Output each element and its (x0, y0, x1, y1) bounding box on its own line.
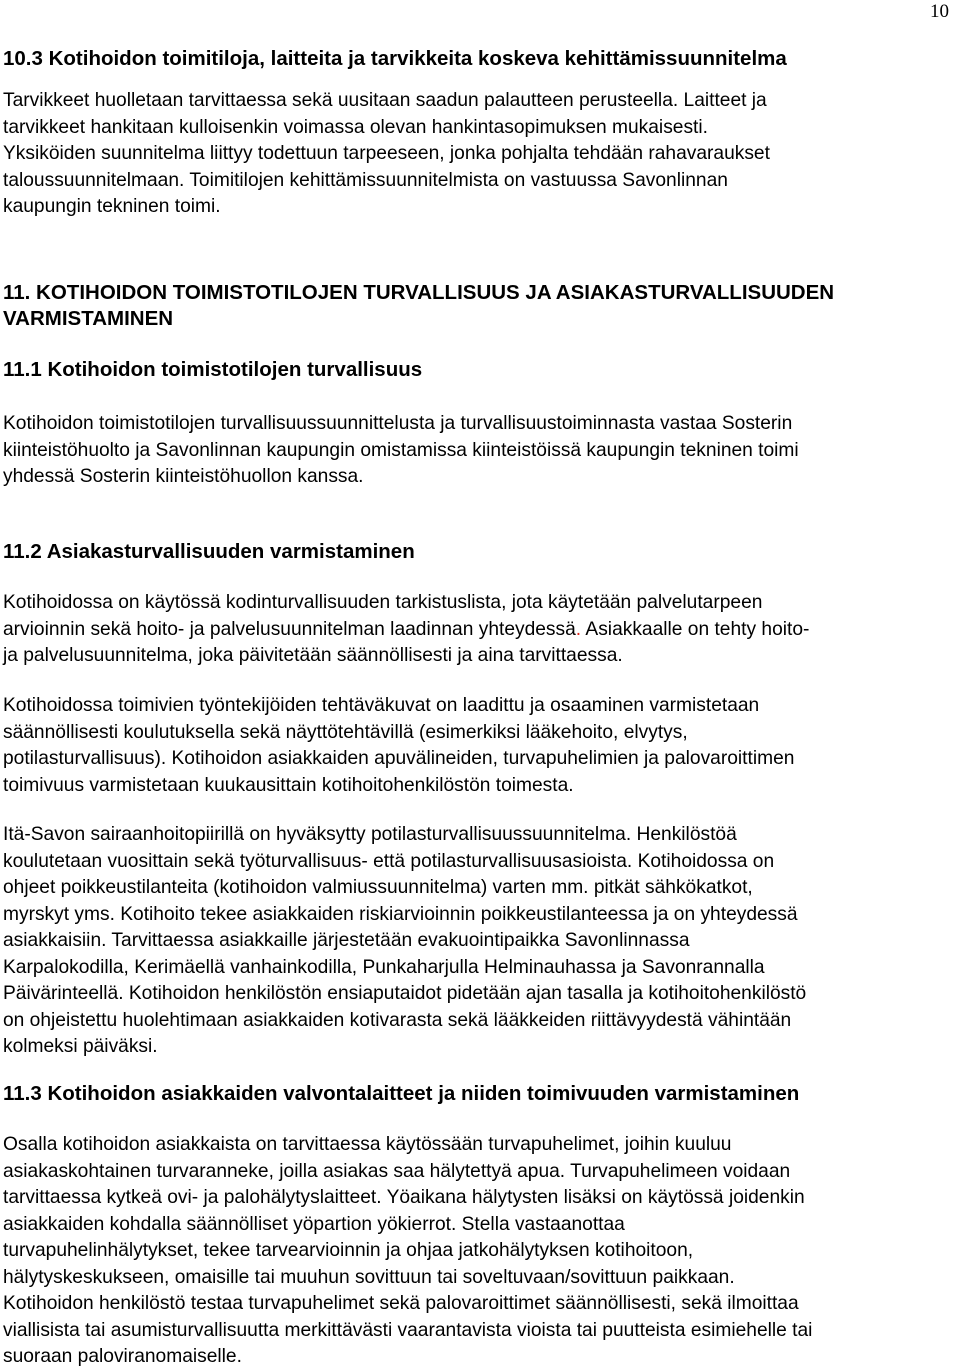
section-heading-11 (3, 280, 834, 332)
paragraph-line: hälytyskeskukseen, omaisille tai muuhun sovittuun tai soveltuvaan/sovittuun paikkaan. (3, 1266, 735, 1288)
paragraph-line: on ohjeistettu huolehtimaan asiakkaiden kotivarasta sekä lääkkeiden riittävyydestä vähintään (3, 1009, 792, 1031)
paragraph-line: myrskyt yms. Kotihoito tekee asiakkaiden riskiarvioinnin poikkeustilanteessa ja on yhteydessä (3, 903, 798, 925)
paragraph-line: ohjeet poikkeustilanteita (kotihoidon valmiussuunnitelma) varten mm. pitkät sähkökatkot, (3, 877, 753, 898)
paragraph-line: asiakkaisiin. Tarvittaessa asiakkaille järjestetään evakuointipaikka Savonlinnassa (3, 930, 690, 951)
paragraph-line: Kotihoidossa on käytössä kodinturvallisuuden tarkistuslista, jota käytetään palvelutarpeen (3, 592, 763, 613)
section-heading-11-2: 11.2 Asiakasturvallisuuden varmistaminen (3, 540, 415, 563)
paragraph-10-3 (3, 88, 770, 221)
paragraph-line: Yksiköiden suunnitelma liittyy todettuun tarpeeseen, jonka pohjalta tehdään rahavaraukset (3, 143, 770, 164)
paragraph-11-1 (3, 411, 799, 491)
paragraph-line: Osalla kotihoidon asiakkaista on tarvittaessa käytössään turvapuhelimet, joihin kuuluu (3, 1134, 732, 1155)
paragraph-line: kiinteistöhuolto ja Savonlinnan kaupungin omistamissa kiinteistöissä kaupungin tekninen toimi (3, 439, 799, 461)
paragraph-line: yhdessä Sosterin kiinteistöhuollon kanssa. (3, 466, 364, 487)
text-run: Asiakkaalle on tehty hoito- (581, 618, 810, 640)
paragraph-line: asiakkaiden kohdalla säännölliset yöpartion yökierrot. Stella vastaanottaa (3, 1213, 625, 1235)
paragraph-line: Tarvikkeet huolletaan tarvittaessa sekä uusitaan saadun palautteen perusteella. Laitteet ja (3, 90, 767, 111)
paragraph-line: Itä-Savon sairaanhoitopiirillä on hyväksytty potilasturvallisuussuunnitelma. Henkilöstöä (3, 824, 737, 845)
paragraph-line: Kotihoidon toimistotilojen turvallisuussuunnittelusta ja turvallisuustoiminnasta vastaa Sosterin (3, 413, 793, 434)
paragraph-line: asiakaskohtainen turvaranneke, joilla asiakas saa hälytettyä apua. Turvapuhelimeen voidaan (3, 1160, 791, 1182)
paragraph-line: Kotihoidossa toimivien työntekijöiden tehtäväkuvat on laadittu ja osaaminen varmistetaan (3, 695, 760, 716)
paragraph-line: Kotihoidon henkilöstö testaa turvapuhelimet sekä palovaroittimet säännöllisesti, sekä ilmoittaa (3, 1293, 799, 1314)
paragraph-line: ja palvelusuunnitelma, joka päivitetään säännöllisesti ja aina tarvittaessa. (3, 645, 623, 666)
paragraph-line: säännöllisesti koulutuksella sekä näyttötehtävillä (esimerkiksi lääkehoito, elvytys, (3, 721, 688, 743)
paragraph-11-3 (3, 1132, 812, 1371)
heading-line: VARMISTAMINEN (3, 307, 174, 330)
paragraph-11-2-a (3, 590, 809, 670)
page-number: 10 (930, 1, 949, 22)
paragraph-line: kaupungin tekninen toimi. (3, 196, 221, 217)
paragraph-line (3, 617, 809, 644)
paragraph-line: suoraan paloviranomaiselle. (3, 1346, 242, 1367)
red-period-mark: . (575, 618, 582, 640)
paragraph-line: potilasturvallisuus). Kotihoidon asiakkaiden apuvälineiden, turvapuhelimien ja palovaroittimen (3, 748, 795, 769)
paragraph-line: tarvikkeet hankitaan kulloisenkin voimassa olevan hankintasopimuksen mukaisesti. (3, 116, 708, 138)
paragraph-line: toimivuus varmistetaan kuukausittain kotihoitohenkilöstön toimesta. (3, 774, 574, 796)
section-heading-11-1: 11.1 Kotihoidon toimistotilojen turvallisuus (3, 358, 423, 381)
paragraph-11-2-b (3, 693, 794, 799)
paragraph-line: kolmeksi päiväksi. (3, 1036, 158, 1057)
paragraph-line: Karpalokodilla, Kerimäellä vanhainkodilla, Punkaharjulla Helminauhassa ja Savonrannalla (3, 956, 765, 978)
paragraph-line: turvapuhelinhälytykset, tekee tarvearvioinnin ja ohjaa jatkohälytyksen kotihoitoon, (3, 1240, 694, 1261)
paragraph-line: taloussuunnitelmaan. Toimitilojen kehittämissuunnitelmista on vastuussa Savonlinnan (3, 169, 728, 191)
paragraph-11-2-c (3, 822, 806, 1061)
paragraph-line: koulutetaan vuosittain sekä työturvallisuus- että potilasturvallisuusasioista. Kotihoidossa on (3, 850, 775, 872)
section-heading-10-3: 10.3 Kotihoidon toimitiloja, laitteita ja tarvikkeita koskeva kehittämissuunnitelma (3, 47, 787, 70)
heading-line: 11. KOTIHOIDON TOIMISTOTILOJEN TURVALLISUUS JA ASIAKASTURVALLISUUDEN (3, 281, 835, 304)
paragraph-line: Päivärinteellä. Kotihoidon henkilöstön ensiaputaidot pidetään ajan tasalla ja kotihoitohenkilöstö (3, 983, 807, 1004)
paragraph-line: viallisista tai asumisturvallisuutta merkittävästi vaarantavista vioista tai puutteista esimiehelle tai (3, 1319, 813, 1341)
text-run: arvioinnin sekä hoito- ja palvelusuunnitelman laadinnan yhteydessä (3, 618, 576, 640)
section-heading-11-3: 11.3 Kotihoidon asiakkaiden valvontalaitteet ja niiden toimivuuden varmistaminen (3, 1082, 800, 1105)
paragraph-line: tarvittaessa kytkeä ovi- ja palohälytyslaitteet. Yöaikana hälytysten lisäksi on käytössä joidenkin (3, 1187, 805, 1208)
